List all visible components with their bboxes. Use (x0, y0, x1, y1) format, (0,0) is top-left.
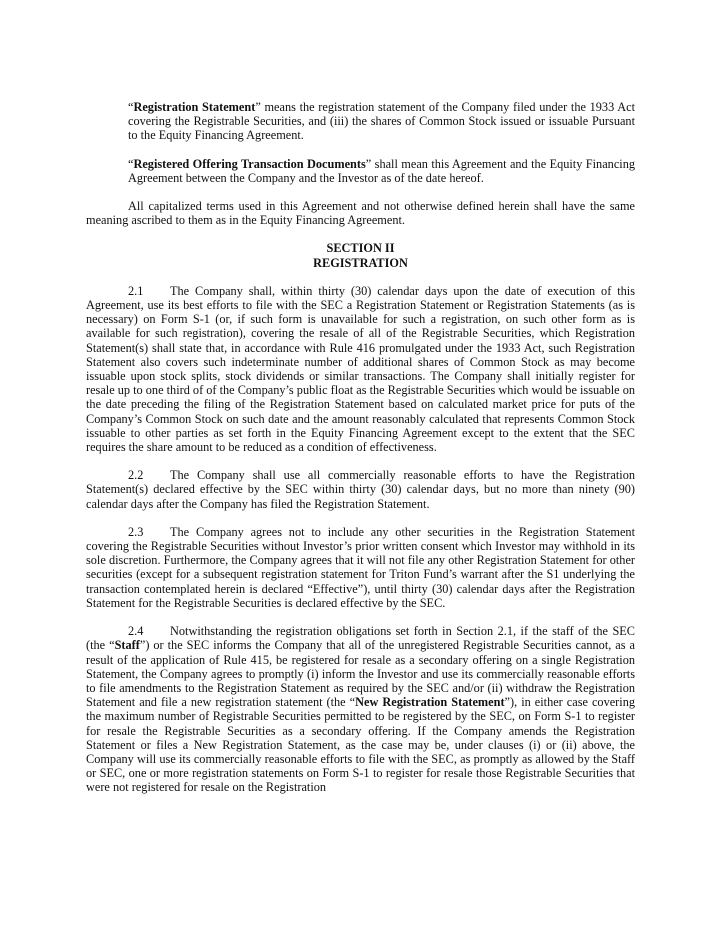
defined-term: Registration Statement (133, 100, 256, 114)
paragraph-text: The Company agrees not to include any other securities in the Registration Statement covering the Registrable Securities without Investor’s prior written consent which Investor may withhold in its sole discretion. Furthermore, the Company agrees that it will not file any other Registration Statement for other securities (except for a subsequent registration statement for Triton Fund’s warrant after the S1 underlying the transaction contemplated herein is declared “Effective”), until thirty (30) calendar days after the Registration Statement for the Registrable Securities is declared effective by the SEC. (86, 524, 635, 610)
paragraph-text-part: ”), in either case covering the maximum number of Registrable Securities permitted to be registered by the SEC, on Form S-1 to register for resale the Registrable Securities as a secondary offering. If the Company amends the Registration Statement or files a New Registration Statement, as the case may be, under clauses (i) or (ii) above, the Company will use its commercially reasonable efforts to file with the SEC, as promptly as allowed by the Staff or SEC, one or more registration statements on Form S-1 to register for resale those Registrable Securities that were not registered for resale on the Registration (86, 695, 635, 795)
open-quote: “ (128, 156, 134, 171)
paragraph-text-part: ”) or the SEC informs the Company that all of the unregistered Registrable Securities cannot, as a result of the application of Rule 415, be registered for resale as a secondary offering on a single Registration Statement, the Company agrees to promptly (i) inform the Investor and use its commercially reasonable efforts to file amendments to the Registration Statement as required by the SEC and/or (ii) withdraw the Registration Statement and file a new registration statement (the “ (86, 638, 635, 710)
paragraph-number: 2.2 (128, 468, 144, 483)
paragraph-number: 2.1 (128, 283, 144, 298)
defined-term-staff: Staff (114, 638, 140, 653)
section-number: SECTION II (326, 241, 395, 256)
section-heading (86, 241, 635, 269)
paragraph-2-3 (86, 525, 635, 610)
section-title: REGISTRATION (313, 255, 408, 270)
definition-text: ” means the registration statement of the Company filed under the 1933 Act covering the Registrable Securities, and (iii) the shares of Common Stock issued or issuable Pursuant to the Equity Financing Agreement. (128, 100, 635, 143)
document-page (86, 100, 635, 809)
definition-registered-offering-documents (86, 157, 635, 185)
open-quote: “ (128, 100, 134, 114)
paragraph-2-2 (86, 468, 635, 511)
paragraph-text: The Company shall, within thirty (30) calendar days upon the date of execution of this Agreement, use its best efforts to file with the SEC a Registration Statement or Registration Statements (as is necessary) on Form S-1 (or, if such form is unavailable for such a registration, on such other form as is available for such registration), covering the resale of all of the Registrable Securities, which Registration Statement(s) shall state that, in accordance with Rule 416 promulgated under the 1933 Act, such Registration Statement also covers such indeterminate number of additional shares of Common Stock as may become issuable upon stock splits, stock dividends or similar transactions. The Company shall initially register for resale up to one third of of the Company’s public float as the Registrable Securities which would be issuable on the date preceding the filing of the Registration Statement based on calculated market price for puts of the Company’s Common Stock on such date and the amount reasonably calculated that represents Common Stock issuable to other parties as set forth in the Equity Financing Agreement except to the extent that the SEC requires the share amount to be reduced as a condition of effectiveness. (86, 283, 635, 455)
paragraph-text: The Company shall use all commercially reasonable efforts to have the Registration Statement(s) declared effective by the SEC within thirty (30) calendar days, but no more than ninety (90) calendar days after the Company has filed the Registration Statement. (86, 468, 635, 511)
paragraph-number: 2.3 (128, 524, 144, 539)
paragraph-2-1 (86, 284, 635, 454)
defined-term: Registered Offering Transaction Documents (133, 156, 366, 171)
definition-registration-statement (86, 100, 635, 143)
paragraph-text-part: Notwithstanding the registration obligations set forth in Section 2.1, if the staff of the SEC (the “ (86, 624, 635, 653)
capitalized-terms-paragraph: All capitalized terms used in this Agreement and not otherwise defined herein shall have the same meaning ascribed to them as in the Equity Financing Agreement. (86, 199, 635, 228)
defined-term-new-registration-statement: New Registration Statement (355, 695, 505, 710)
definition-text: ” shall mean this Agreement and the Equity Financing Agreement between the Company and the Investor as of the date hereof. (128, 156, 635, 185)
paragraph-number: 2.4 (128, 624, 144, 639)
paragraph-2-4 (86, 624, 635, 794)
